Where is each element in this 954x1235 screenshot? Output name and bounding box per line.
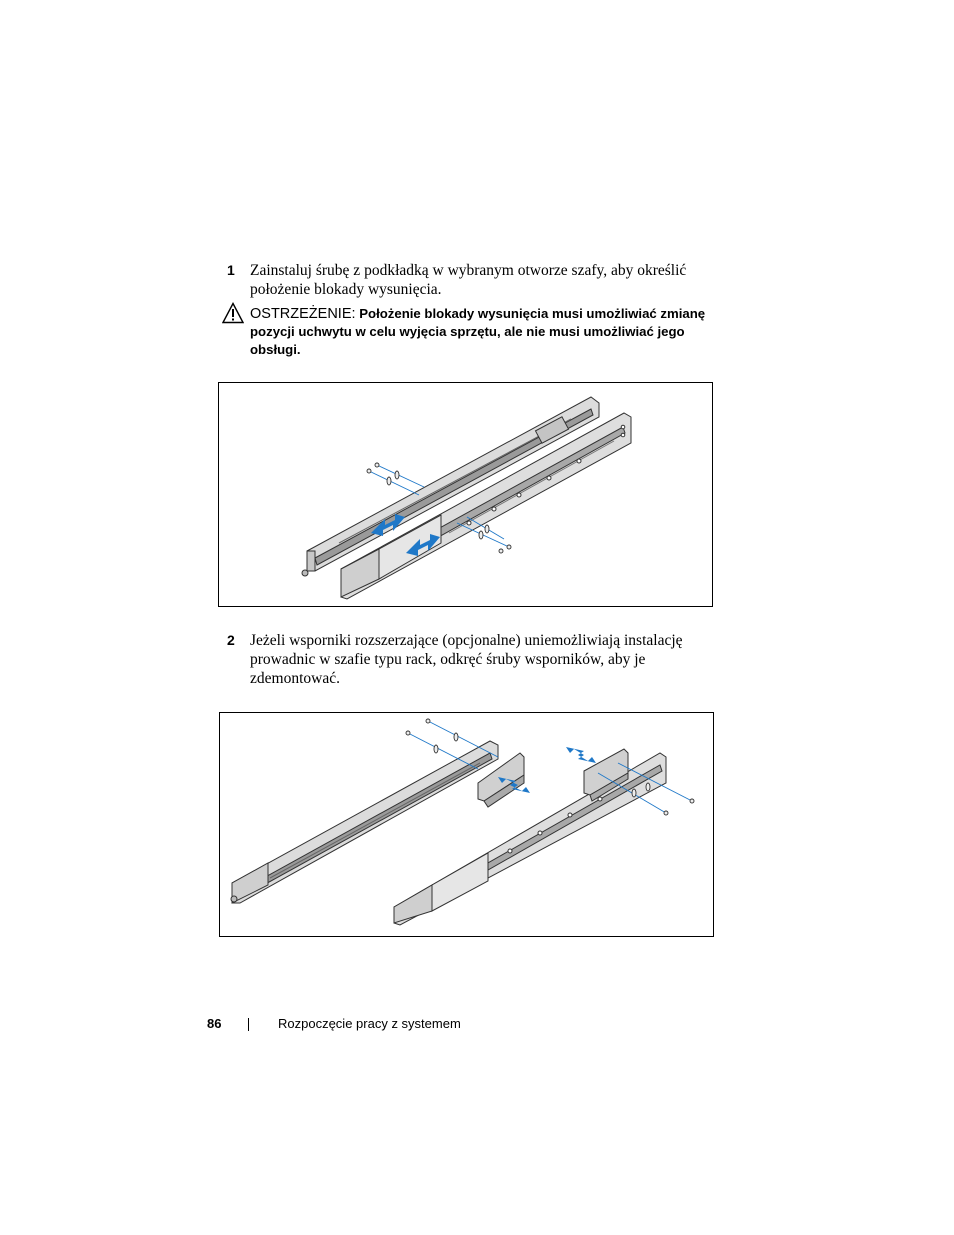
right-rail [341,413,631,599]
warning-body: Położenie blokady wysunięcia musi umożliwiać zmianę pozycji uchwytu w celu wyjęcia sprzętu, ale nie musi umożliwiać jego obsługi. [250,306,706,357]
step-number: 2 [227,632,235,648]
step-text: Jeżeli wsporniki rozszerzające (opcjonalne) uniemożliwiają instalację prowadnic w szafie typu rack, odkręć śruby wsporników, aby je zdemontować. [250,632,683,687]
figure-extension-brackets [219,712,714,937]
footer-divider [248,1018,249,1031]
page-number: 86 [207,1016,222,1031]
warning-label: OSTRZEŻENIE: [250,306,356,322]
step-number: 1 [227,262,235,278]
warning-triangle-icon [222,302,244,324]
rails-illustration-1 [219,383,714,608]
warning-text [250,305,710,359]
left-rail [302,397,599,576]
rails-illustration-2 [220,713,715,938]
figure-rails-lock-screw [218,382,713,607]
screws-left [367,463,424,495]
footer-section-title: Rozpoczęcie pracy z systemem [278,1016,461,1031]
step-text: Zainstaluj śrubę z podkładką w wybranym otworze szafy, aby określić położenie blokady wysunięcia. [250,262,687,298]
